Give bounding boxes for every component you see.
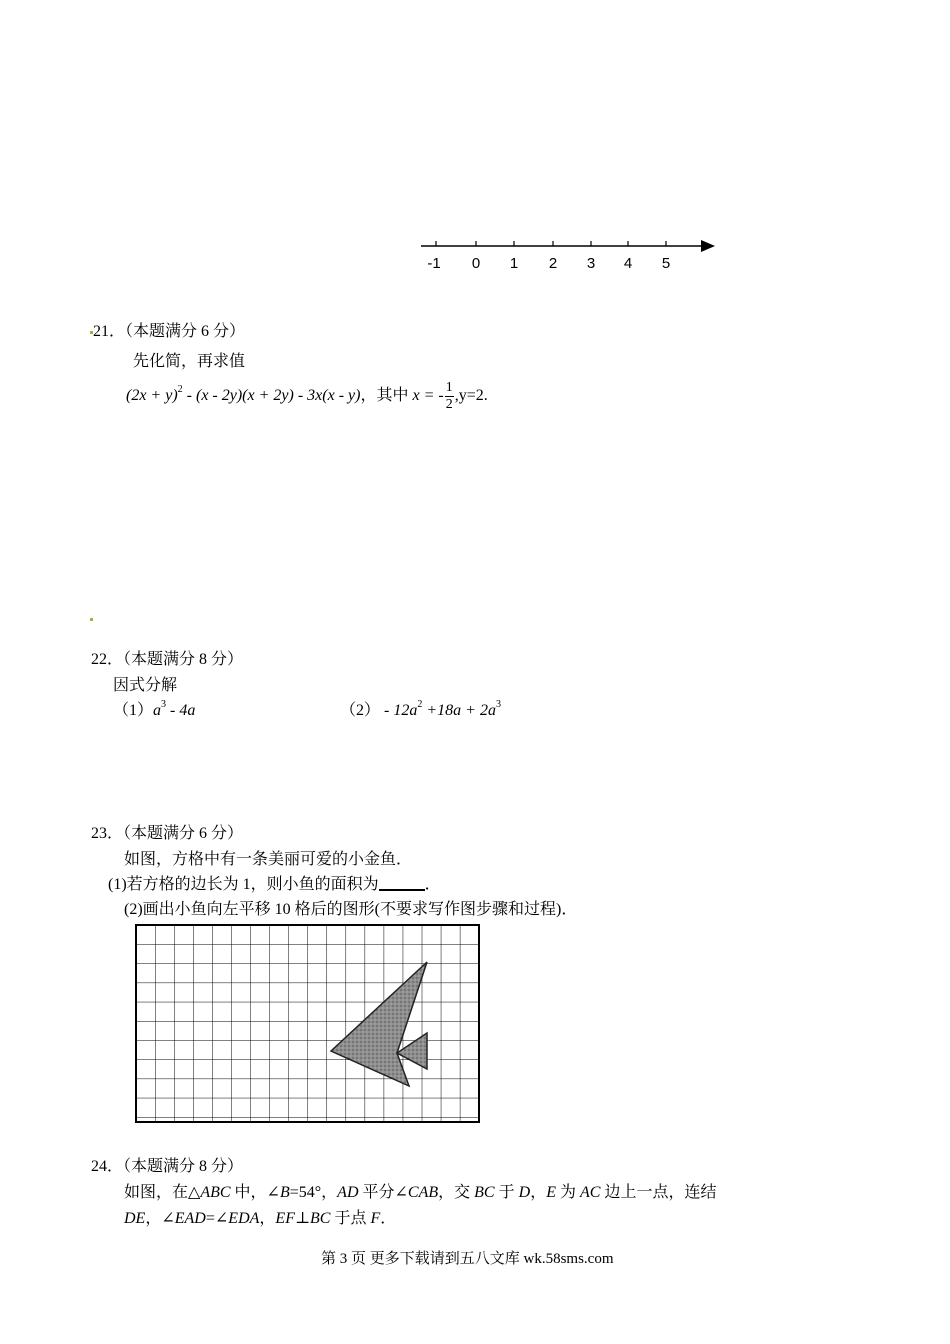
part2-exponent2: 3: [495, 699, 501, 710]
tick-label: 1: [509, 255, 519, 272]
q24-line1: 如图，在△ABC 中，∠B=54°，AD 平分∠CAB，交 BC 于 D，E 为 AC 边上一点，连结: [124, 1184, 717, 1201]
tick-label: 0: [471, 255, 481, 272]
grid-cells: [136, 925, 479, 1122]
q23-part1-text: (1)若方格的边长为 1，则小鱼的面积为: [108, 876, 379, 893]
part2-exponent1: 2: [417, 699, 423, 710]
q23-part1-end: ．: [424, 876, 441, 893]
q21-expression: [126, 380, 488, 413]
expr-exponent: 2: [177, 384, 183, 396]
q22-heading: 22．（本题满分 8 分）: [91, 651, 244, 668]
expr-part1: (2x + y): [126, 387, 178, 405]
answer-blank: [379, 875, 425, 891]
q21-instruction: 先化简，再求值: [133, 353, 246, 370]
expr-separator: ，其中: [360, 387, 413, 405]
part1-rest: - 4a: [166, 702, 196, 719]
part2-b: +18a + 2a: [422, 702, 496, 719]
tick-label: 2: [548, 255, 558, 272]
number-line-arrow: [701, 240, 715, 252]
part-label: （1）: [113, 702, 154, 719]
fish-grid-figure: [132, 921, 480, 1127]
part2-a: - 12a: [380, 702, 418, 719]
expr-part2: - (x - 2y)(x + 2y) - 3x(x - y): [182, 387, 361, 405]
q22-part2: [340, 697, 501, 720]
q24-heading: 24．（本题满分 8 分）: [91, 1158, 244, 1175]
q22-instruction: 因式分解: [113, 677, 178, 694]
q23-part1: [108, 871, 441, 894]
tick-label: 5: [661, 255, 671, 272]
q22-part1: [113, 697, 195, 720]
q23-intro: 如图，方格中有一条美丽可爱的小金鱼．: [124, 851, 413, 868]
q24-line2: DE，∠EAD=∠EDA，EF⊥BC 于点 F．: [124, 1210, 397, 1227]
q23-heading: 23．（本题满分 6 分）: [91, 825, 244, 842]
tick-label: -1: [427, 255, 441, 272]
expr-x-eq: x = -: [412, 387, 444, 405]
tick-label: 3: [586, 255, 596, 272]
number-line: [415, 232, 725, 277]
part1-a: a: [153, 702, 162, 719]
tick-label: 4: [623, 255, 633, 272]
q21-heading: 21．（本题满分 6 分）: [93, 323, 246, 340]
expr-tail: ,y=2.: [454, 387, 488, 405]
page-footer: 第 3 页 更多下载请到五八文库 wk.58sms.com: [321, 1251, 614, 1267]
q23-part2: (2)画出小鱼向左平移 10 格后的图形(不要求写作图步骤和过程)．: [124, 901, 578, 918]
fraction-denominator: 2: [445, 397, 453, 412]
part-label: （2）: [340, 702, 381, 719]
margin-marker: [90, 618, 93, 621]
expr-fraction: [445, 380, 454, 413]
fraction-numerator: 1: [445, 380, 453, 395]
part1-exponent: 3: [161, 699, 167, 710]
